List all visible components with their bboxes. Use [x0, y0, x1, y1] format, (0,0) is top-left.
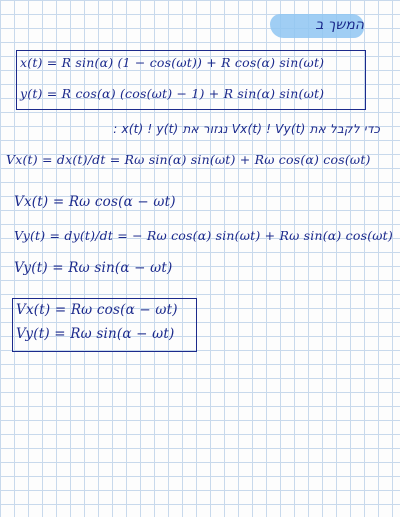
vy-result: Vy(t) = Rω sin(α − ωt) [16, 326, 175, 342]
header-title: המשך ב [315, 17, 364, 33]
vx-derivative-equation: Vx(t) = dx(t)/dt = Rω sin(α) sin(ωt) + Rω cos(α) cos(ωt) [6, 152, 371, 167]
x-position-equation: x(t) = R sin(α) (1 − cos(ωt)) + R cos(α) sin(ωt) [20, 55, 325, 70]
vy-simplified-equation: Vy(t) = Rω sin(α − ωt) [14, 260, 173, 276]
vx-simplified-equation: Vx(t) = Rω cos(α − ωt) [14, 194, 176, 210]
instruction-text: כדי לקבל את Vx(t) ! Vy(t) נגזור את x(t) ! y(t) : [113, 122, 380, 136]
y-position-equation: y(t) = R cos(α) (cos(ωt) − 1) + R sin(α) sin(ωt) [20, 86, 325, 101]
vy-derivative-equation: Vy(t) = dy(t)/dt = − Rω cos(α) sin(ωt) + Rω sin(α) cos(ωt) [14, 228, 393, 243]
page-header [315, 12, 364, 38]
vx-result: Vx(t) = Rω cos(α − ωt) [16, 302, 178, 318]
